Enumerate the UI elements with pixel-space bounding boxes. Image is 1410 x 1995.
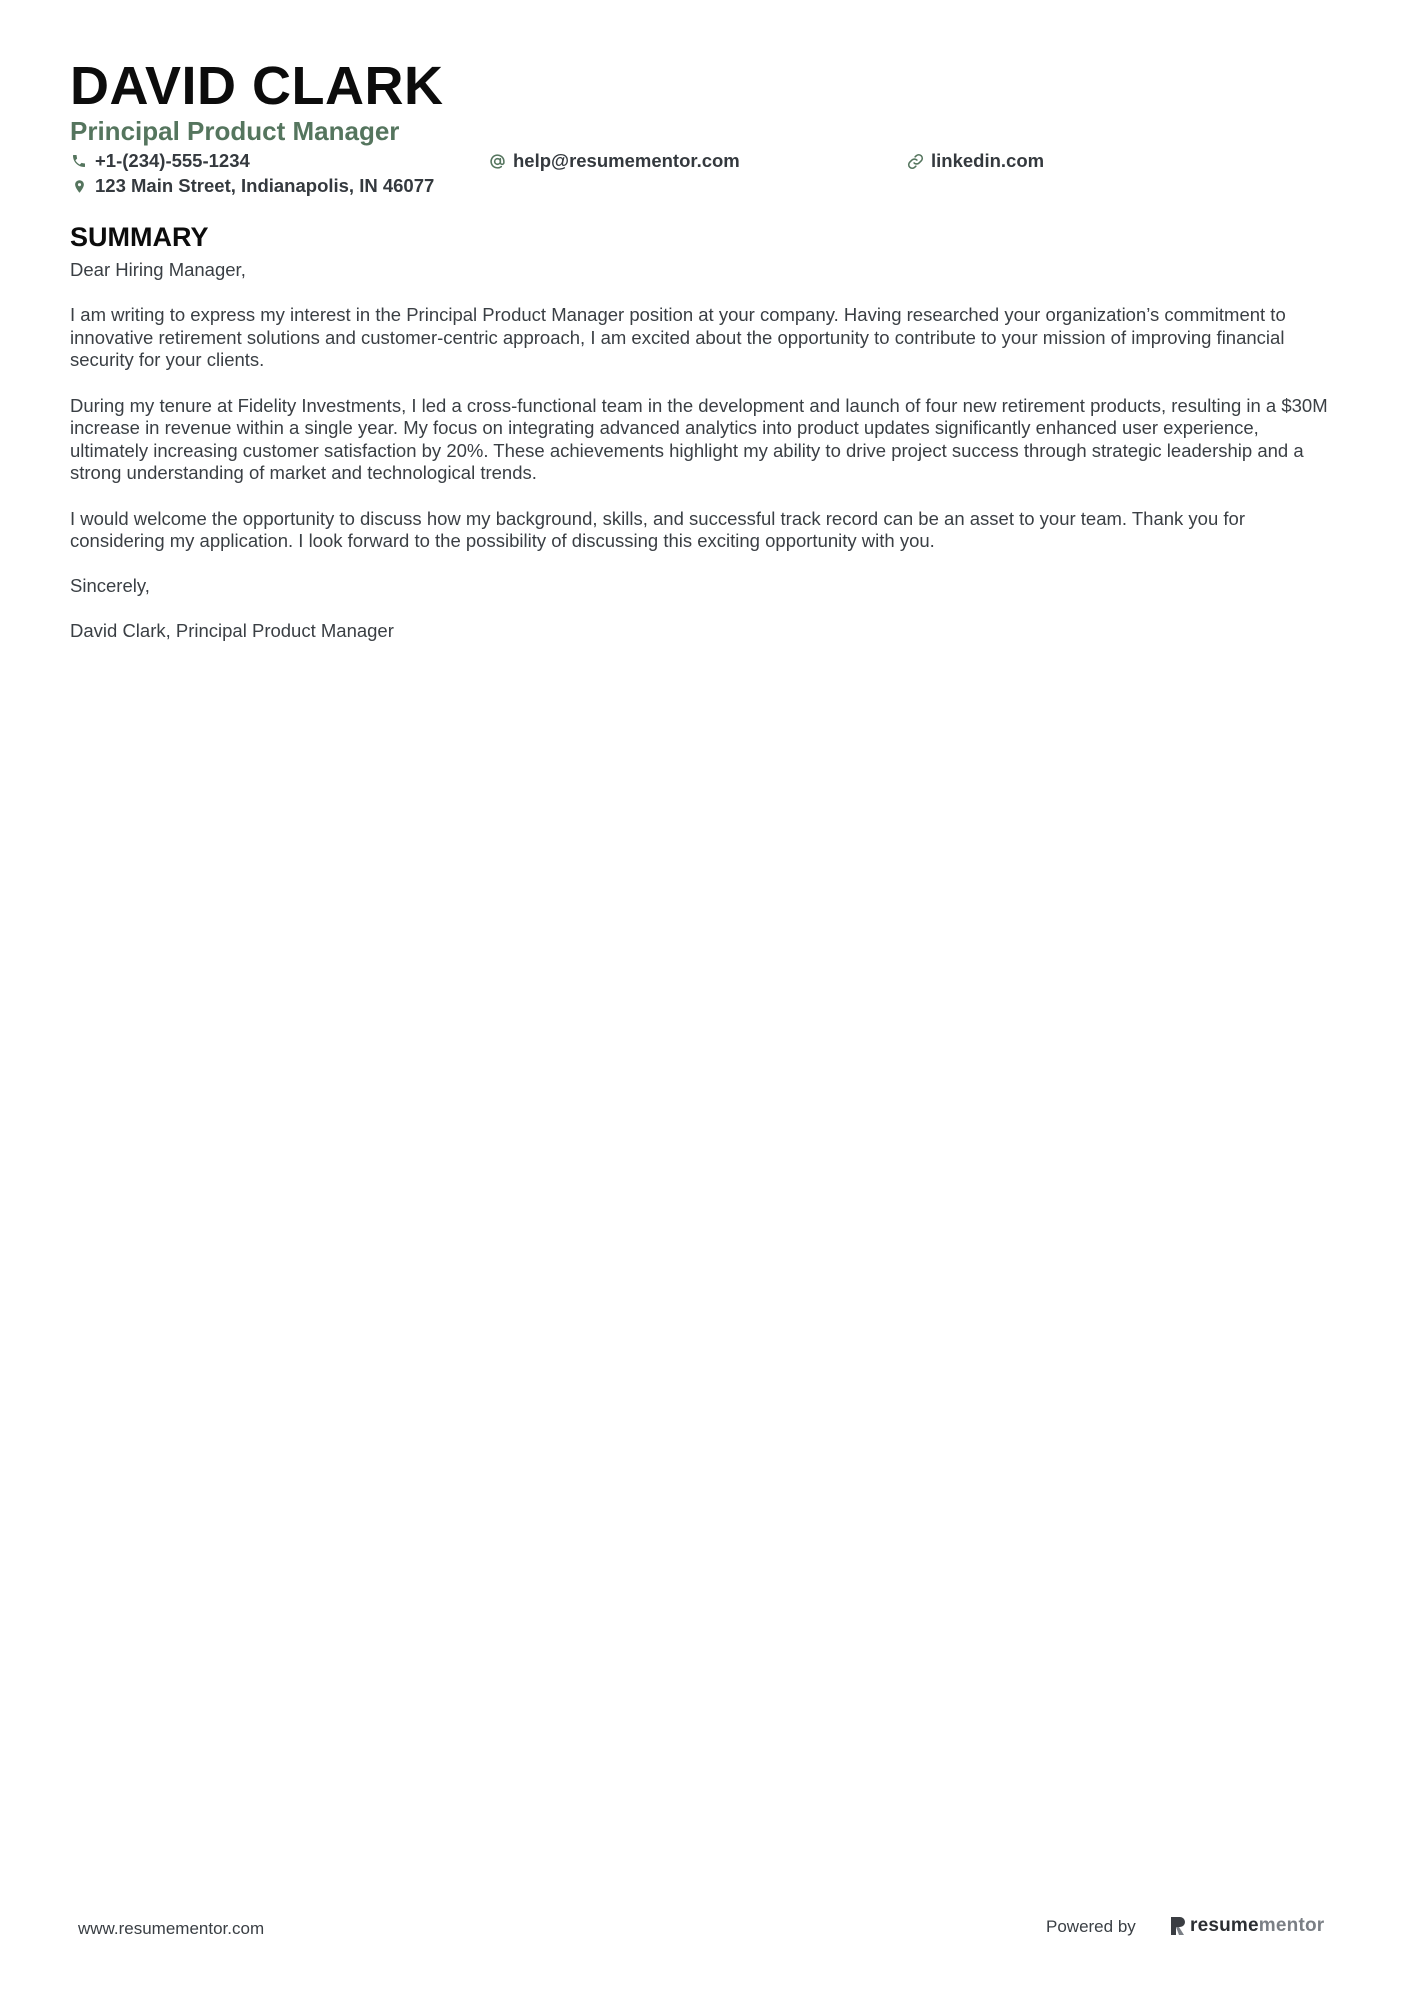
letter-closing: Sincerely, [70,575,150,597]
link-icon [906,152,924,170]
letter-paragraph: I would welcome the opportunity to discuss how my background, skills, and successful track record can be an asset to your team. Thank you for considering my application. I look forward to the possibility of discussing this exciting opportunity with you. [70,507,1245,552]
brand-logo[interactable] [1170,1913,1324,1939]
address-text: 123 Main Street, Indianapolis, IN 46077 [95,175,435,196]
contact-phone [70,149,250,173]
map-pin-icon [70,177,88,195]
contact-address [70,174,434,198]
contact-link [906,149,1044,173]
phone-text: +1-(234)-555-1234 [95,150,250,171]
letter-signature: David Clark, Principal Product Manager [70,619,394,641]
summary-heading: SUMMARY [70,222,209,252]
powered-by-label: Powered by [1046,1917,1136,1936]
brand-wordmark-bold: resume [1190,1915,1259,1936]
candidate-name: DAVID CLARK [70,56,444,116]
link-text[interactable]: linkedin.com [931,150,1045,171]
brand-wordmark-light: mentor [1258,1915,1325,1936]
letter-body [70,259,1340,643]
phone-icon [70,152,88,170]
candidate-title: Principal Product Manager [70,116,400,146]
letter-paragraph: During my tenure at Fidelity Investments, I led a cross-functional team in the development and launch of four new retirement products, resulting in a $30M increase in revenue within a single year. My focus on integrating advanced analytics into product updates significantly enhanced user experience, ultimately increasing customer satisfaction by 20%. These achievements highlight my ability to drive project success through strategic leadership and a strong understanding of market and technological trends. [70,394,1328,484]
letter-paragraph: I am writing to express my interest in the Principal Product Manager position at your company. Having researched your organization’s commitment to innovative retirement solutions and customer-centric approach, I am excited about the opportunity to contribute to your mission of improving financial security for your clients. [70,304,1286,371]
brand-wordmark [1190,1914,1324,1938]
contact-email [488,149,740,173]
at-icon [488,152,506,170]
resumementor-logo-icon [1170,1916,1186,1936]
letter-greeting: Dear Hiring Manager, [70,259,246,280]
footer-url[interactable]: www.resumementor.com [78,1919,265,1938]
email-text[interactable]: help@resumementor.com [513,150,740,171]
